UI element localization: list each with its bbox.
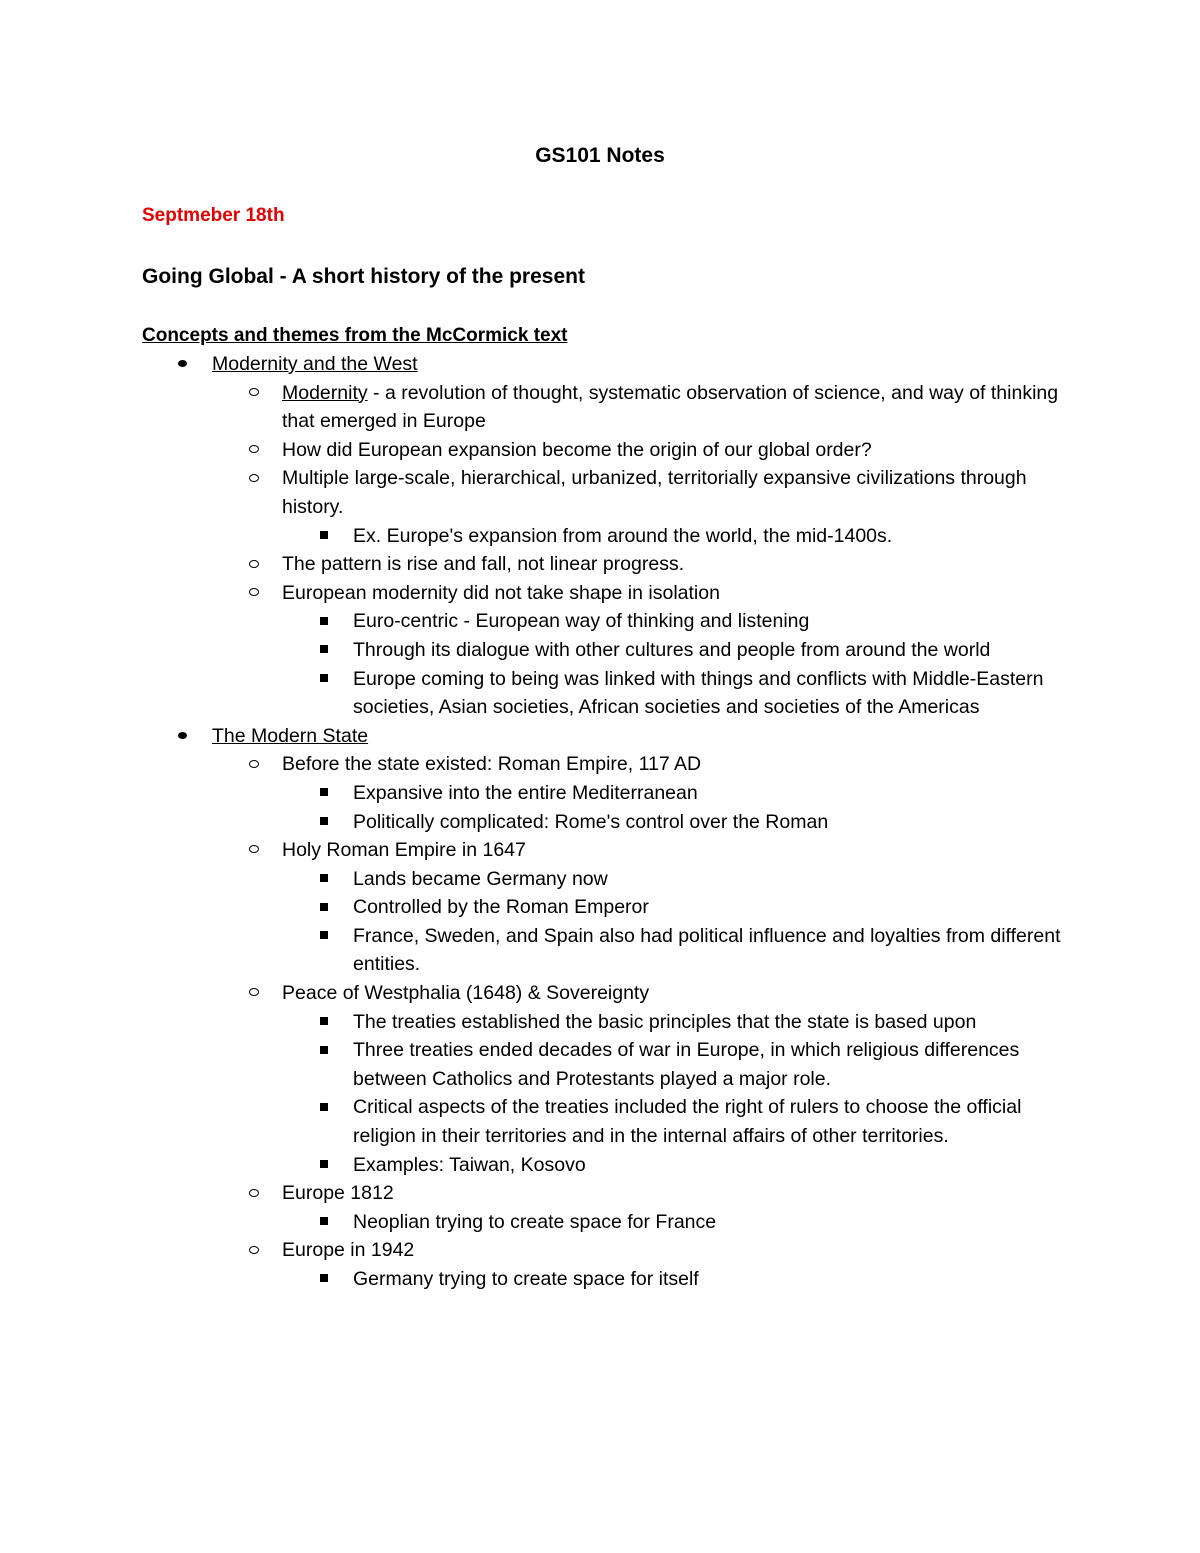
list-item-text: Before the state existed: Roman Empire, 117 AD [282, 753, 702, 776]
square-bullet-icon [314, 893, 334, 922]
notes-list [0, 350, 1200, 1294]
term-definition: - a revolution of thought, systematic observation of science, and way of thinking that emerged in Europe [282, 381, 1059, 433]
square-bullet-icon [314, 1208, 334, 1237]
list-item [0, 750, 1200, 779]
list-item-text: How did European expansion become the origin of our global order? [282, 438, 872, 461]
list-item [0, 464, 1200, 521]
list-item-text: France, Sweden, and Spain also had political influence and loyalties from different entities. [353, 924, 1061, 976]
list-item [0, 836, 1200, 865]
hollow-bullet-icon [244, 436, 264, 465]
list-item-text: Europe 1812 [282, 1182, 394, 1205]
date-heading: Septmeber 18th [142, 205, 285, 226]
list-item [0, 522, 1200, 551]
list-item [0, 922, 1200, 979]
square-bullet-icon [314, 865, 334, 894]
list-item [0, 979, 1200, 1008]
sub-heading: Concepts and themes from the McCormick text [142, 325, 568, 346]
term-label: Modernity [282, 381, 368, 404]
list-item-text: Lands became Germany now [353, 867, 608, 890]
list-item-text: Expansive into the entire Mediterranean [353, 781, 698, 804]
list-item-text: Through its dialogue with other cultures and people from around the world [353, 638, 991, 661]
list-item [0, 1208, 1200, 1237]
hollow-bullet-icon [244, 836, 264, 865]
list-item [0, 550, 1200, 579]
hollow-bullet-icon [244, 750, 264, 779]
square-bullet-icon [314, 1093, 334, 1122]
list-item-text: Neoplian trying to create space for France [353, 1210, 717, 1233]
list-item [0, 722, 1200, 751]
square-bullet-icon [314, 808, 334, 837]
topic-heading: The Modern State [212, 724, 369, 747]
hollow-bullet-icon [244, 464, 264, 493]
square-bullet-icon [314, 1265, 334, 1294]
list-item-text: The treaties established the basic principles that the state is based upon [353, 1010, 977, 1033]
list-item-text: Multiple large-scale, hierarchical, urbanized, territorially expansive civilizations through history. [282, 467, 1027, 518]
list-item [0, 1151, 1200, 1180]
square-bullet-icon [314, 522, 334, 551]
square-bullet-icon [314, 636, 334, 665]
list-item-text: Euro-centric - European way of thinking and listening [353, 610, 810, 633]
list-item [0, 607, 1200, 636]
list-item-text: Critical aspects of the treaties included the right of rulers to choose the official religion in their territories and in the internal affairs of other territories. [353, 1096, 1022, 1148]
list-item-text: Examples: Taiwan, Kosovo [353, 1153, 586, 1176]
list-item [0, 1093, 1200, 1150]
list-item-text: The pattern is rise and fall, not linear progress. [282, 553, 685, 576]
square-bullet-icon [314, 1008, 334, 1037]
section-heading: Going Global - A short history of the present [142, 265, 585, 288]
list-item [0, 579, 1200, 608]
filled-bullet-icon [172, 350, 192, 379]
list-item [0, 865, 1200, 894]
list-item-text: Germany trying to create space for itself [353, 1268, 699, 1290]
square-bullet-icon [314, 607, 334, 636]
document-title: GS101 Notes [535, 144, 665, 167]
list-item [0, 1236, 1200, 1265]
hollow-bullet-icon [244, 979, 264, 1008]
square-bullet-icon [314, 779, 334, 808]
hollow-bullet-icon [244, 579, 264, 608]
list-item-text: Ex. Europe's expansion from around the world, the mid-1400s. [353, 524, 893, 547]
square-bullet-icon [314, 922, 334, 951]
square-bullet-icon [314, 1151, 334, 1180]
list-item [0, 893, 1200, 922]
hollow-bullet-icon [244, 1179, 264, 1208]
square-bullet-icon [314, 665, 334, 694]
list-item [0, 779, 1200, 808]
list-item [0, 1036, 1200, 1093]
list-item [0, 665, 1200, 722]
list-item [0, 350, 1200, 379]
list-item [0, 436, 1200, 465]
hollow-bullet-icon [244, 379, 264, 408]
list-item [0, 1008, 1200, 1037]
list-item-text: Europe in 1942 [282, 1239, 415, 1262]
square-bullet-icon [314, 1036, 334, 1065]
list-item [0, 1179, 1200, 1208]
list-item-text: Peace of Westphalia (1648) & Sovereignty [282, 982, 650, 1005]
hollow-bullet-icon [244, 550, 264, 579]
topic-heading: Modernity and the West [212, 353, 418, 375]
list-item-text: Controlled by the Roman Emperor [353, 896, 649, 919]
list-item [0, 379, 1200, 436]
filled-bullet-icon [172, 722, 192, 751]
list-item-text: Europe coming to being was linked with things and conflicts with Middle-Eastern societies, Asian societies, African societies and societies of the Americas [353, 667, 1044, 719]
list-item-text: Holy Roman Empire in 1647 [282, 839, 526, 862]
list-item-text [282, 379, 1072, 436]
list-item-text: European modernity did not take shape in isolation [282, 581, 720, 604]
list-item [0, 808, 1200, 837]
hollow-bullet-icon [244, 1236, 264, 1265]
list-item [0, 636, 1200, 665]
list-item-text: Three treaties ended decades of war in Europe, in which religious differences between Catholics and Protestants played a major role. [353, 1039, 1020, 1090]
list-item [0, 1265, 1200, 1294]
list-item-text: Politically complicated: Rome's control over the Roman [353, 810, 829, 833]
